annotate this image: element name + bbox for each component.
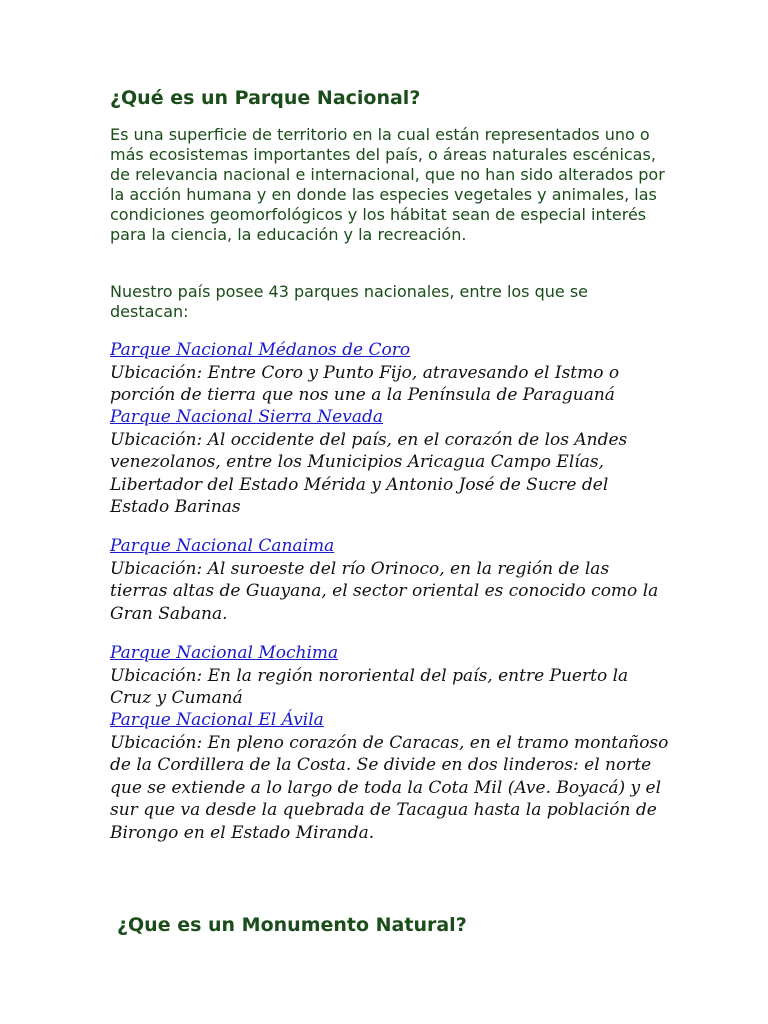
section-title-parque-nacional: ¿Qué es un Parque Nacional?	[110, 87, 421, 109]
park-location-canaima: Ubicación: Al suroeste del río Orinoco, en la región de las tierras altas de Guayana, el sector oriental es conocido como la Gran Sabana.	[110, 558, 659, 624]
section-title-monumento-natural: ¿Que es un Monumento Natural?	[117, 914, 467, 936]
intro-paragraph: Nuestro país posee 43 parques nacionales, entre los que se destacan:	[110, 282, 589, 321]
park-location-medanos-de-coro: Ubicación: Entre Coro y Punto Fijo, atravesando el Istmo o porción de tierra que nos une a la Península de Paraguaná	[110, 362, 620, 405]
park-location-el-avila: Ubicación: En pleno corazón de Caracas, en el tramo montañoso de la Cordillera de la Costa. Se divide en dos linderos: el norte que se extiende a lo largo de toda la Cota Mil (Ave. Boyacá) y el sur que va desde la quebrada de Tacagua hasta la población de Birongo en el Estado Miranda.	[110, 732, 669, 843]
park-location-sierra-nevada: Ubicación: Al occidente del país, en el corazón de los Andes venezolanos, entre los Municipios Aricagua Campo Elías, Libertador del Estado Mérida y Antonio José de Sucre del Estado Barinas	[110, 429, 628, 517]
park-entry-el-avila	[110, 709, 670, 844]
park-link-sierra-nevada[interactable]: Parque Nacional Sierra Nevada	[110, 407, 383, 427]
park-link-el-avila[interactable]: Parque Nacional El Ávila	[110, 710, 324, 730]
park-entry-sierra-nevada	[110, 406, 670, 519]
park-link-mochima[interactable]: Parque Nacional Mochima	[110, 643, 339, 663]
park-link-canaima[interactable]: Parque Nacional Canaima	[110, 536, 335, 556]
park-link-medanos-de-coro[interactable]: Parque Nacional Médanos de Coro	[110, 340, 411, 360]
definition-paragraph: Es una superficie de territorio en la cual están representados uno o más ecosistemas importantes del país, o áreas naturales escénicas, de relevancia nacional e internacional, que no han sido alterados por la acción humana y en donde las especies vegetales y animales, las condiciones geomorfológicos y los hábitat sean de especial interés para la ciencia, la educación y la recreación.	[110, 125, 665, 244]
park-entry-mochima	[110, 642, 670, 710]
park-entry-medanos-de-coro	[110, 339, 670, 407]
park-entry-canaima	[110, 535, 670, 625]
park-location-mochima: Ubicación: En la región nororiental del país, entre Puerto la Cruz y Cumaná	[110, 665, 629, 708]
